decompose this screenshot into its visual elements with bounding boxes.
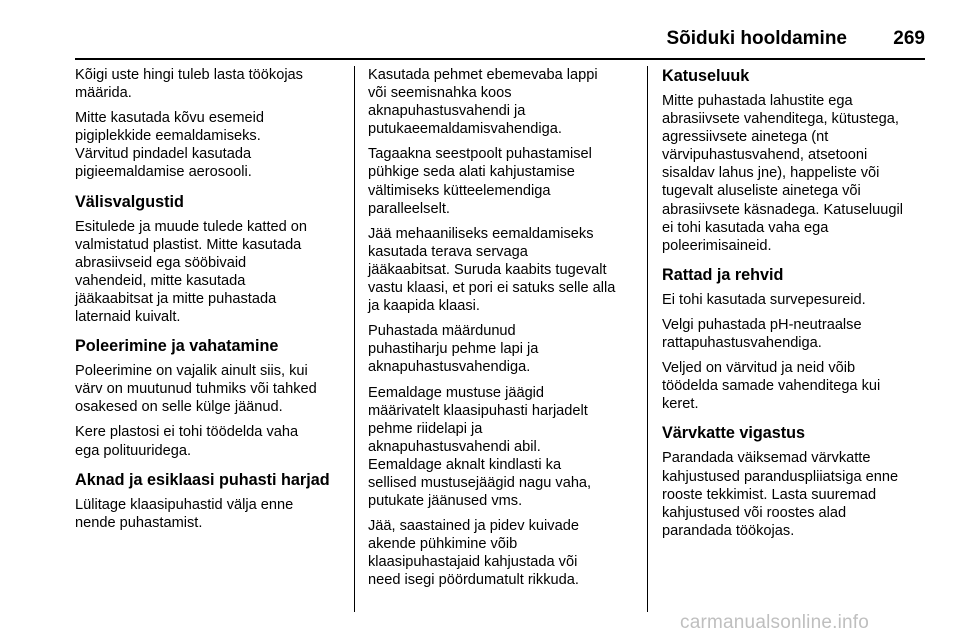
paragraph: Puhastada määrdunud puhastiharju pehme lapi ja aknapuhastusvahendiga. [368, 323, 539, 376]
column-1 [75, 66, 351, 539]
paragraph: Kere plastosi ei tohi töödelda vaha ega polituuridega. [75, 424, 299, 459]
section-heading: Aknad ja esiklaasi puhasti harjad [75, 470, 330, 489]
page-title: Sõiduki hooldamine [666, 28, 847, 49]
paragraph: Mitte puhastada lahustite ega abrasiivsete vahenditega, kütustega, agressiivsete ainetega (nt värvipuhastusvahend, atsetooni sisaldav lahus jne), happeliste või tugevalt aluseliste ainetega või abrasiivsete käsnadega. Katuseluugil ei tohi kasutada vaha ega poleerimisaineid. [662, 93, 903, 254]
paragraph: Kasutada pehmet ebemevaba lappi või seemisnahka koos aknapuhastusvahendi ja putukaeemaldamisvahendiga. [368, 67, 598, 138]
paragraph: Tagaakna seestpoolt puhastamisel pühkige seda alati kahjustamise vältimiseks kütteelemendiga paralleelselt. [368, 146, 592, 217]
paragraph: Jää, saastained ja pidev kuivade akende pühkimine võib klaasipuhastajaid kahjustada või need isegi pöördumatult rikkuda. [368, 518, 579, 589]
paragraph: Mitte kasutada kõvu esemeid pigiplekkide eemaldamiseks. Värvitud pindadel kasutada pigieemaldamise aerosooli. [75, 110, 265, 181]
paragraph: Jää mehaaniliseks eemaldamiseks kasutada terava servaga jääkaabitsat. Suruda kaabits tugevalt vastu klaasi, et pori ei satuks selle alla ja kaapida klaasi. [368, 225, 616, 315]
column-divider [354, 66, 355, 612]
column-divider [647, 66, 648, 612]
column-3 [662, 66, 930, 547]
paragraph: Esitulede ja muude tulede katted on valmistatud plastist. Mitte kasutada abrasiivseid ega sööbivaid vahendeid, mitte kasutada jääkaabitsat ja mitte puhastada laternaid kuivalt. [75, 218, 308, 326]
paragraph: Ei tohi kasutada survepesureid. [662, 291, 866, 308]
paragraph: Eemaldage mustuse jäägid määrivatelt klaasipuhasti harjadelt pehme riidelapi ja aknapuhastusvahendi abil. Eemaldage aknalt kindlasti ka sellised mustusejäägid nagu vaha, putukate jäänused vms. [368, 384, 592, 510]
paragraph: Parandada väiksemad värvkatte kahjustused paranduspliiatsiga enne rooste tekkimist. Lasta suuremad kahjustused või roostes alad parandada töökojas. [662, 450, 899, 539]
section-heading: Poleerimine ja vahatamine [75, 337, 279, 356]
paragraph: Velgi puhastada pH-neutraalse rattapuhastusvahendiga. [662, 316, 862, 352]
section-heading: Välisvalgustid [75, 192, 184, 211]
watermark-text[interactable]: carmanualsonline.info [680, 612, 870, 633]
section-heading: Rattad ja rehvid [662, 265, 784, 284]
paragraph: Poleerimine on vajalik ainult siis, kui värv on muutunud tuhmiks või tahked osakesed on selle külge jäänud. [75, 363, 317, 416]
paragraph: Lülitage klaasipuhastid välja enne nende puhastamist. [75, 496, 294, 531]
page-header [75, 0, 925, 60]
page-number: 269 [893, 28, 925, 49]
paragraph: Veljed on värvitud ja neid võib töödelda samade vahenditega kui keret. [662, 360, 881, 413]
paragraph: Kõigi uste hingi tuleb lasta töökojas määrida. [75, 67, 303, 102]
section-heading: Värvkatte vigastus [662, 424, 806, 443]
section-heading: Katuseluuk [662, 67, 750, 85]
column-2 [368, 66, 636, 597]
